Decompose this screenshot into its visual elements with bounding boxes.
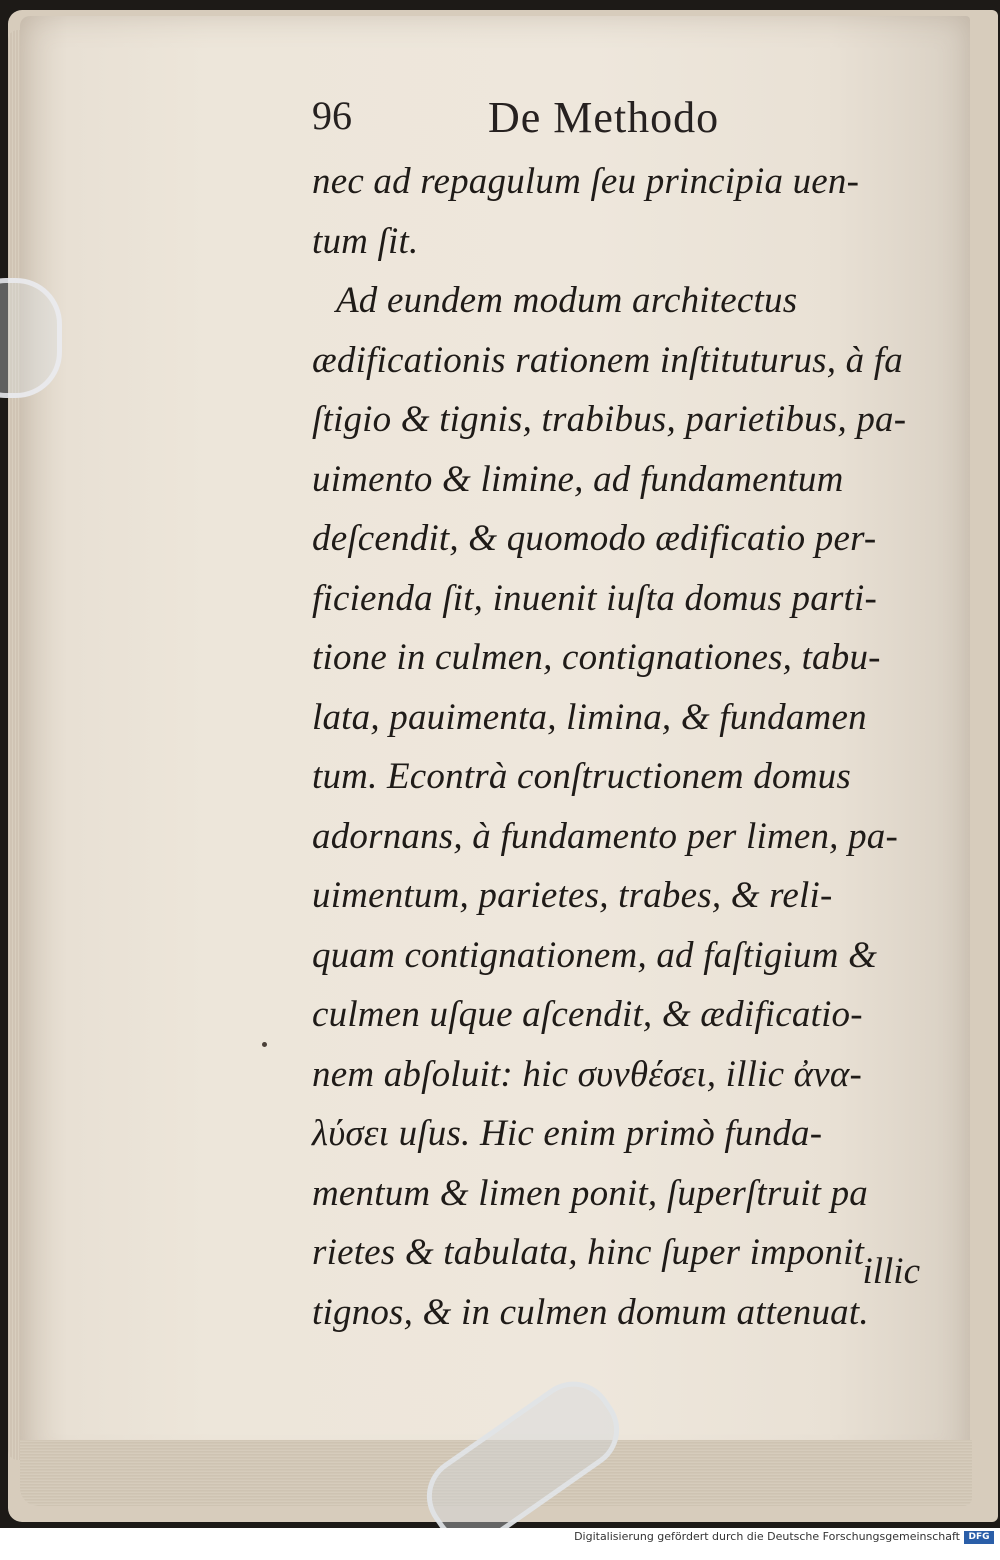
text-line: tum. Econtrà conſtructionem domus	[312, 756, 851, 797]
text-line: tignos, & in culmen domum attenuat.	[312, 1291, 869, 1333]
text-line: uimento & limine, ad fundamentum	[312, 458, 844, 500]
text-line: culmen uſque aſcendit, & ædificatio-	[312, 994, 863, 1035]
text-line: quam contignationem, ad faſtigium &	[312, 934, 878, 976]
text-line: ſtigio & tignis, trabibus, parietibus, pa-	[312, 399, 907, 440]
text-line: nem abſoluit: hic συνθέσει, illic ἀνα-	[312, 1053, 863, 1095]
page-header	[312, 92, 752, 148]
running-head: De Methodo	[488, 93, 720, 142]
dfg-logo: DFG	[964, 1531, 994, 1544]
page-number: 96	[312, 93, 352, 138]
text-line: tum ſit.	[312, 220, 419, 262]
text-line: lata, pauimenta, limina, & fundamen	[312, 696, 867, 738]
ink-speck	[262, 1042, 267, 1047]
text-line: uimentum, parietes, trabes, & reli-	[312, 875, 833, 916]
text-line: nec ad repagulum ſeu principia uen-	[312, 161, 860, 202]
text-line: Ad eundem modum architectus	[336, 280, 798, 321]
footer-bar	[0, 1528, 1000, 1548]
text-line: ficienda ſit, inuenit iuſta domus parti-	[312, 577, 878, 619]
text-line: mentum & limen ponit, ſuperſtruit pa	[312, 1172, 869, 1214]
text-line: ædificationis rationem inſtituturus, à fa	[312, 339, 903, 381]
catchword: illic	[862, 1251, 920, 1292]
body-text	[312, 152, 932, 1342]
text-line: rietes & tabulata, hinc ſuper imponit	[312, 1232, 865, 1273]
text-line: deſcendit, & quomodo ædificatio per-	[312, 518, 877, 559]
text-line: λύσει uſus. Hic enim primò funda-	[312, 1113, 823, 1154]
text-line: tione in culmen, contignationes, tabu-	[312, 637, 881, 678]
funding-credit: Digitalisierung gefördert durch die Deutsche Forschungsgemeinschaft	[574, 1530, 960, 1543]
text-line: adornans, à fundamento per limen, pa-	[312, 815, 898, 857]
